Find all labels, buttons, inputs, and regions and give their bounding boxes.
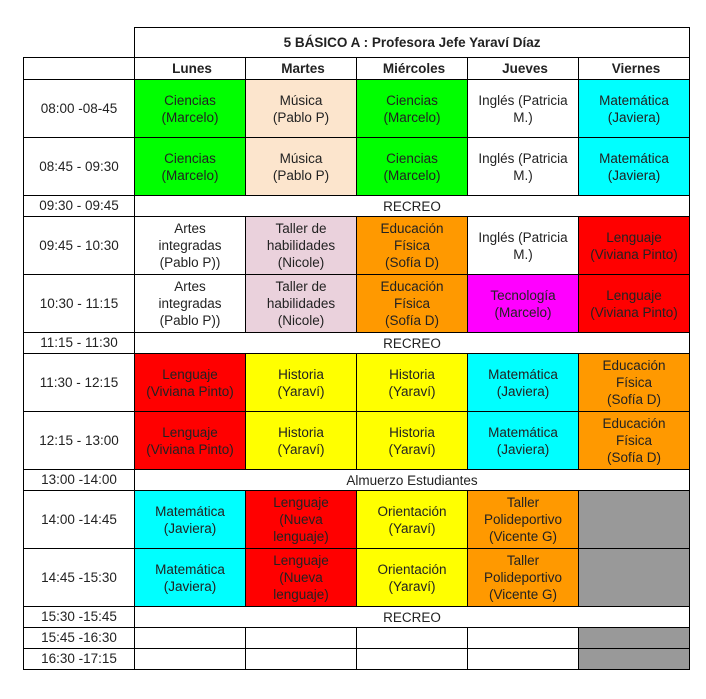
day-header-wednesday: Miércoles bbox=[357, 58, 468, 80]
class-subject-text: Música (Pablo P) bbox=[272, 150, 330, 183]
class-cell-friday bbox=[579, 138, 690, 196]
time-slot-label: 15:45 -16:30 bbox=[24, 628, 135, 649]
class-cell-wednesday bbox=[357, 549, 468, 607]
class-subject-text: Matemática (Javiera) bbox=[155, 561, 225, 594]
title-row bbox=[24, 28, 690, 58]
time-slot-label: 09:30 - 09:45 bbox=[24, 196, 135, 217]
day-header-row bbox=[24, 58, 690, 80]
time-slot-label: 08:00 -08-45 bbox=[24, 80, 135, 138]
class-subject-text: Lenguaje (Viviana Pinto) bbox=[590, 229, 678, 262]
class-cell-friday bbox=[579, 354, 690, 412]
class-cell-monday bbox=[135, 80, 246, 138]
class-subject-text: Artes integradas (Pablo P)) bbox=[158, 279, 222, 328]
period-row bbox=[24, 275, 690, 333]
class-subject-text: Inglés (Patricia M.) bbox=[478, 229, 568, 262]
class-cell-thursday bbox=[468, 412, 579, 470]
class-subject-text: Taller Polideportivo (Vicente G) bbox=[483, 495, 563, 544]
break-row bbox=[24, 470, 690, 491]
break-row bbox=[24, 196, 690, 217]
class-subject-text: Taller Polideportivo (Vicente G) bbox=[483, 553, 563, 602]
period-row bbox=[24, 217, 690, 275]
class-subject-text: Educación Física (Sofía D) bbox=[602, 358, 666, 407]
class-cell-monday bbox=[135, 491, 246, 549]
class-cell-monday bbox=[135, 138, 246, 196]
class-subject-text: Taller de habilidades (Nicole) bbox=[266, 221, 336, 270]
class-cell-wednesday bbox=[357, 412, 468, 470]
period-row bbox=[24, 549, 690, 607]
break-row bbox=[24, 333, 690, 354]
class-subject-text: Matemática (Javiera) bbox=[488, 366, 558, 399]
break-label: RECREO bbox=[135, 333, 690, 354]
class-cell-friday bbox=[579, 412, 690, 470]
class-subject-text: Ciencias (Marcelo) bbox=[383, 150, 441, 183]
class-cell-wednesday bbox=[357, 275, 468, 333]
class-cell-friday bbox=[579, 217, 690, 275]
class-subject-text: Inglés (Patricia M.) bbox=[478, 92, 568, 125]
break-label: RECREO bbox=[135, 196, 690, 217]
class-cell-thursday bbox=[468, 491, 579, 549]
class-cell-monday bbox=[135, 275, 246, 333]
class-cell-friday bbox=[579, 549, 690, 607]
class-cell-thursday bbox=[468, 217, 579, 275]
class-cell-monday bbox=[135, 649, 246, 670]
period-row bbox=[24, 628, 690, 649]
class-subject-text: Educación Física (Sofía D) bbox=[602, 416, 666, 465]
class-subject-text: Lenguaje (Viviana Pinto) bbox=[146, 366, 234, 399]
period-row bbox=[24, 354, 690, 412]
class-cell-thursday bbox=[468, 649, 579, 670]
time-slot-label: 14:00 -14:45 bbox=[24, 491, 135, 549]
class-cell-wednesday bbox=[357, 80, 468, 138]
class-subject-text: Taller de habilidades (Nicole) bbox=[266, 279, 336, 328]
class-subject-text: Historia (Yaraví) bbox=[277, 366, 325, 399]
class-cell-wednesday bbox=[357, 491, 468, 549]
corner-cell bbox=[24, 28, 135, 58]
class-cell-thursday bbox=[468, 275, 579, 333]
class-cell-monday bbox=[135, 628, 246, 649]
break-row bbox=[24, 607, 690, 628]
time-slot-label: 12:15 - 13:00 bbox=[24, 412, 135, 470]
class-subject-text: Historia (Yaraví) bbox=[388, 366, 436, 399]
class-cell-tuesday bbox=[246, 628, 357, 649]
class-subject-text: Lenguaje (Viviana Pinto) bbox=[146, 424, 234, 457]
class-subject-text: Tecnología (Marcelo) bbox=[490, 287, 556, 320]
period-row bbox=[24, 491, 690, 549]
schedule-title: 5 BÁSICO A : Profesora Jefe Yaraví Díaz bbox=[135, 28, 690, 58]
class-subject-text: Historia (Yaraví) bbox=[388, 424, 436, 457]
class-cell-monday bbox=[135, 549, 246, 607]
class-cell-tuesday bbox=[246, 354, 357, 412]
schedule-table bbox=[23, 27, 690, 670]
class-cell-monday bbox=[135, 354, 246, 412]
time-slot-label: 10:30 - 11:15 bbox=[24, 275, 135, 333]
class-cell-wednesday bbox=[357, 628, 468, 649]
class-subject-text: Ciencias (Marcelo) bbox=[161, 92, 219, 125]
time-slot-label: 15:30 -15:45 bbox=[24, 607, 135, 628]
class-cell-tuesday bbox=[246, 549, 357, 607]
class-subject-text: Educación Física (Sofía D) bbox=[380, 279, 444, 328]
class-cell-friday bbox=[579, 491, 690, 549]
class-cell-monday bbox=[135, 412, 246, 470]
class-subject-text: Historia (Yaraví) bbox=[277, 424, 325, 457]
class-cell-wednesday bbox=[357, 354, 468, 412]
class-subject-text: Música (Pablo P) bbox=[272, 92, 330, 125]
class-subject-text: Matemática (Javiera) bbox=[599, 150, 669, 183]
class-cell-tuesday bbox=[246, 275, 357, 333]
class-subject-text: Lenguaje (Nueva lenguaje) bbox=[273, 553, 329, 602]
time-header-cell bbox=[24, 58, 135, 80]
class-cell-tuesday bbox=[246, 217, 357, 275]
class-cell-wednesday bbox=[357, 138, 468, 196]
class-subject-text: Matemática (Javiera) bbox=[599, 92, 669, 125]
day-header-friday: Viernes bbox=[579, 58, 690, 80]
class-cell-tuesday bbox=[246, 649, 357, 670]
class-subject-text: Educación Física (Sofía D) bbox=[380, 221, 444, 270]
class-cell-wednesday bbox=[357, 217, 468, 275]
class-cell-friday bbox=[579, 649, 690, 670]
class-subject-text: Ciencias (Marcelo) bbox=[161, 150, 219, 183]
class-cell-thursday bbox=[468, 549, 579, 607]
period-row bbox=[24, 138, 690, 196]
time-slot-label: 08:45 - 09:30 bbox=[24, 138, 135, 196]
class-cell-thursday bbox=[468, 80, 579, 138]
class-cell-friday bbox=[579, 80, 690, 138]
period-row bbox=[24, 80, 690, 138]
class-cell-friday bbox=[579, 628, 690, 649]
break-label: Almuerzo Estudiantes bbox=[135, 470, 690, 491]
day-header-tuesday: Martes bbox=[246, 58, 357, 80]
class-subject-text: Ciencias (Marcelo) bbox=[383, 92, 441, 125]
class-subject-text: Lenguaje (Viviana Pinto) bbox=[590, 287, 678, 320]
time-slot-label: 16:30 -17:15 bbox=[24, 649, 135, 670]
class-cell-thursday bbox=[468, 628, 579, 649]
break-label: RECREO bbox=[135, 607, 690, 628]
class-cell-monday bbox=[135, 217, 246, 275]
day-header-monday: Lunes bbox=[135, 58, 246, 80]
class-subject-text: Matemática (Javiera) bbox=[488, 424, 558, 457]
class-subject-text: Inglés (Patricia M.) bbox=[478, 150, 568, 183]
class-subject-text: Lenguaje (Nueva lenguaje) bbox=[273, 495, 329, 544]
time-slot-label: 13:00 -14:00 bbox=[24, 470, 135, 491]
period-row bbox=[24, 412, 690, 470]
class-cell-friday bbox=[579, 275, 690, 333]
class-cell-wednesday bbox=[357, 649, 468, 670]
time-slot-label: 14:45 -15:30 bbox=[24, 549, 135, 607]
class-subject-text: Orientación (Yaraví) bbox=[377, 503, 447, 536]
class-cell-thursday bbox=[468, 138, 579, 196]
class-cell-tuesday bbox=[246, 80, 357, 138]
time-slot-label: 11:30 - 12:15 bbox=[24, 354, 135, 412]
class-subject-text: Orientación (Yaraví) bbox=[377, 561, 447, 594]
time-slot-label: 11:15 - 11:30 bbox=[24, 333, 135, 354]
class-cell-tuesday bbox=[246, 138, 357, 196]
class-cell-tuesday bbox=[246, 412, 357, 470]
class-cell-thursday bbox=[468, 354, 579, 412]
class-cell-tuesday bbox=[246, 491, 357, 549]
time-slot-label: 09:45 - 10:30 bbox=[24, 217, 135, 275]
class-subject-text: Matemática (Javiera) bbox=[155, 503, 225, 536]
period-row bbox=[24, 649, 690, 670]
day-header-thursday: Jueves bbox=[468, 58, 579, 80]
class-subject-text: Artes integradas (Pablo P)) bbox=[158, 221, 222, 270]
